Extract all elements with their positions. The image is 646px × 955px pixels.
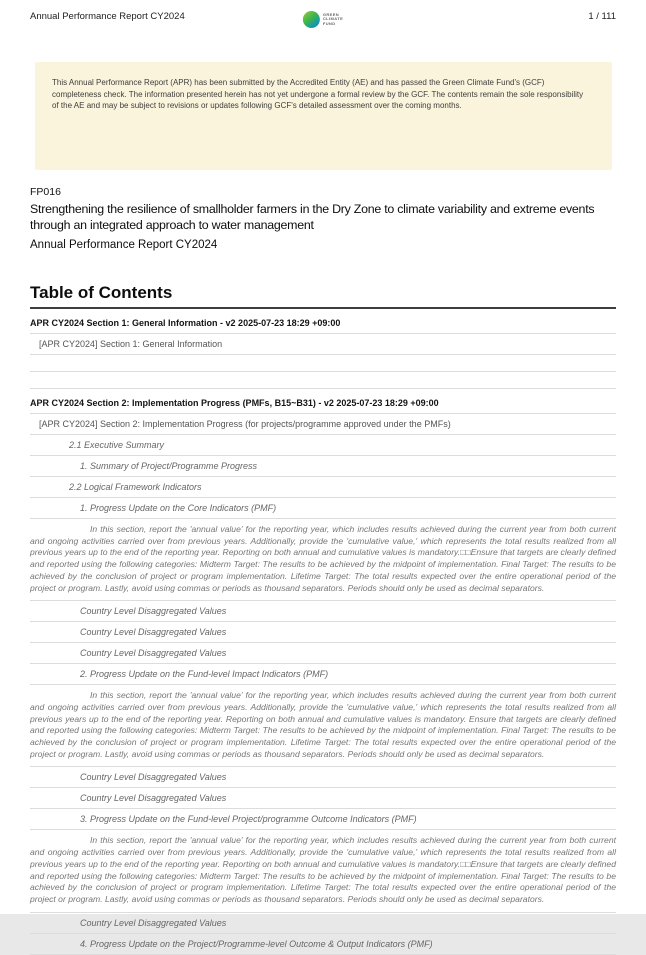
toc-row-sub3: Country Level Disaggregated Values: [30, 913, 616, 934]
gcf-globe-icon: [303, 11, 320, 28]
toc-rows: [30, 309, 616, 955]
toc-row-sub2: 2.2 Logical Framework Indicators: [30, 477, 616, 498]
toc-row-sub3: Country Level Disaggregated Values: [30, 622, 616, 643]
toc-row-item: [APR CY2024] Section 1: General Information: [30, 334, 616, 355]
toc-row-sub2: 2.1 Executive Summary: [30, 435, 616, 456]
toc-row-section: APR CY2024 Section 1: General Information - v2 2025-07-23 18:29 +09:00: [30, 309, 616, 334]
toc-row-para: In this section, report the 'annual value' for the reporting year, which includes results achieved during the current year from both current and ongoing activities carried over from previous years. Additionally, provide the 'cumulative value,' which represents the total results realized from all previous years up to the end of the reporting year. Reporting on both annual and cumulative values is mandatory.□□Ensure that targets are clearly defined and reported using the following categories: Midterm Target: The results to be achieved by the midpoint of implementation. Final Target: The results to be achieved by the conclusion of project or program implementation. Lifetime Target: The total results expected over the entire operational period of the project or program. Lastly, avoid using commas or periods as thousand separators. Periods should only be used as decimal separators.: [30, 830, 616, 912]
toc-row-sub3: Country Level Disaggregated Values: [30, 643, 616, 664]
toc-row-para: In this section, report the 'annual value' for the reporting year, which includes results achieved during the current year from both current and ongoing activities carried over from previous years. Additionally, provide the 'cumulative value,' which represents the total results realized from all previous years up to the end of the reporting year. Reporting on both annual and cumulative values is mandatory. Ensure that targets are clearly defined and reported using the following categories: Midterm Target: The results to be achieved by the midpoint of implementation. Final Target: The results to be achieved by the conclusion of project or program implementation. Lifetime Target: The total results expected over the entire operational period of the project or program. Lastly, avoid using commas or periods as thousand separators. Periods should only be used as decimal separators.: [30, 685, 616, 767]
page-number-indicator: 1 / 111: [588, 11, 616, 22]
page-header: [30, 11, 616, 26]
toc-row-sub3: Country Level Disaggregated Values: [30, 788, 616, 809]
toc-row-sub3: 4. Progress Update on the Project/Programme-level Outcome & Output Indicators (PMF): [30, 934, 616, 955]
toc-row-sub3: 1. Summary of Project/Programme Progress: [30, 456, 616, 477]
toc-row-empty: [30, 372, 616, 389]
gcf-logo: [303, 11, 343, 28]
toc-row-sub3: Country Level Disaggregated Values: [30, 601, 616, 622]
completeness-notice-text: This Annual Performance Report (APR) has been submitted by the Accredited Entity (AE) and has passed the Green Climate Fund's (GCF) completeness check. The information presented herein has not yet undergone a formal review by the GCF. The contents remain the sole responsibility of the AE and may be subject to revisions or updates following GCF's detailed assessment over the coming months.: [52, 78, 584, 110]
project-title: Strengthening the resilience of smallholder farmers in the Dry Zone to climate variability and extreme events through an integrated approach to water management: [30, 202, 595, 232]
table-of-contents: [30, 283, 616, 955]
toc-row-sub3: 3. Progress Update on the Fund-level Project/programme Outcome Indicators (PMF): [30, 809, 616, 830]
toc-row-item: [APR CY2024] Section 2: Implementation Progress (for projects/programme approved under the PMFs): [30, 414, 616, 435]
toc-row-sub3: Country Level Disaggregated Values: [30, 767, 616, 788]
header-report-title: Annual Performance Report CY2024: [30, 11, 185, 22]
toc-row-sub3: 1. Progress Update on the Core Indicators (PMF): [30, 498, 616, 519]
toc-row-section: APR CY2024 Section 2: Implementation Progress (PMFs, B15~B31) - v2 2025-07-23 18:29 +09:00: [30, 389, 616, 414]
gcf-logo-text: GREEN CLIMATE FUND: [322, 11, 344, 26]
toc-row-sub3: 2. Progress Update on the Fund-level Impact Indicators (PMF): [30, 664, 616, 685]
toc-heading: Table of Contents: [30, 283, 616, 309]
toc-row-empty: [30, 355, 616, 372]
completeness-notice-box: [35, 62, 612, 170]
project-code: FP016: [30, 186, 61, 198]
toc-row-para: In this section, report the 'annual value' for the reporting year, which includes results achieved during the current year from both current and ongoing activities carried over from previous years. Additionally, provide the 'cumulative value,' which represents the total results realized from all previous years up to the end of the reporting year. Reporting on both annual and cumulative values is mandatory.□□Ensure that targets are clearly defined and reported using the following categories: Midterm Target: The results to be achieved by the midpoint of implementation. Final Target: The results to be achieved by the conclusion of project or program implementation. Lifetime Target: The total results expected over the entire operational period of the project or program. Lastly, avoid using commas or periods as thousand separators. Periods should only be used as decimal separators.: [30, 519, 616, 601]
report-subtitle: Annual Performance Report CY2024: [30, 239, 218, 251]
